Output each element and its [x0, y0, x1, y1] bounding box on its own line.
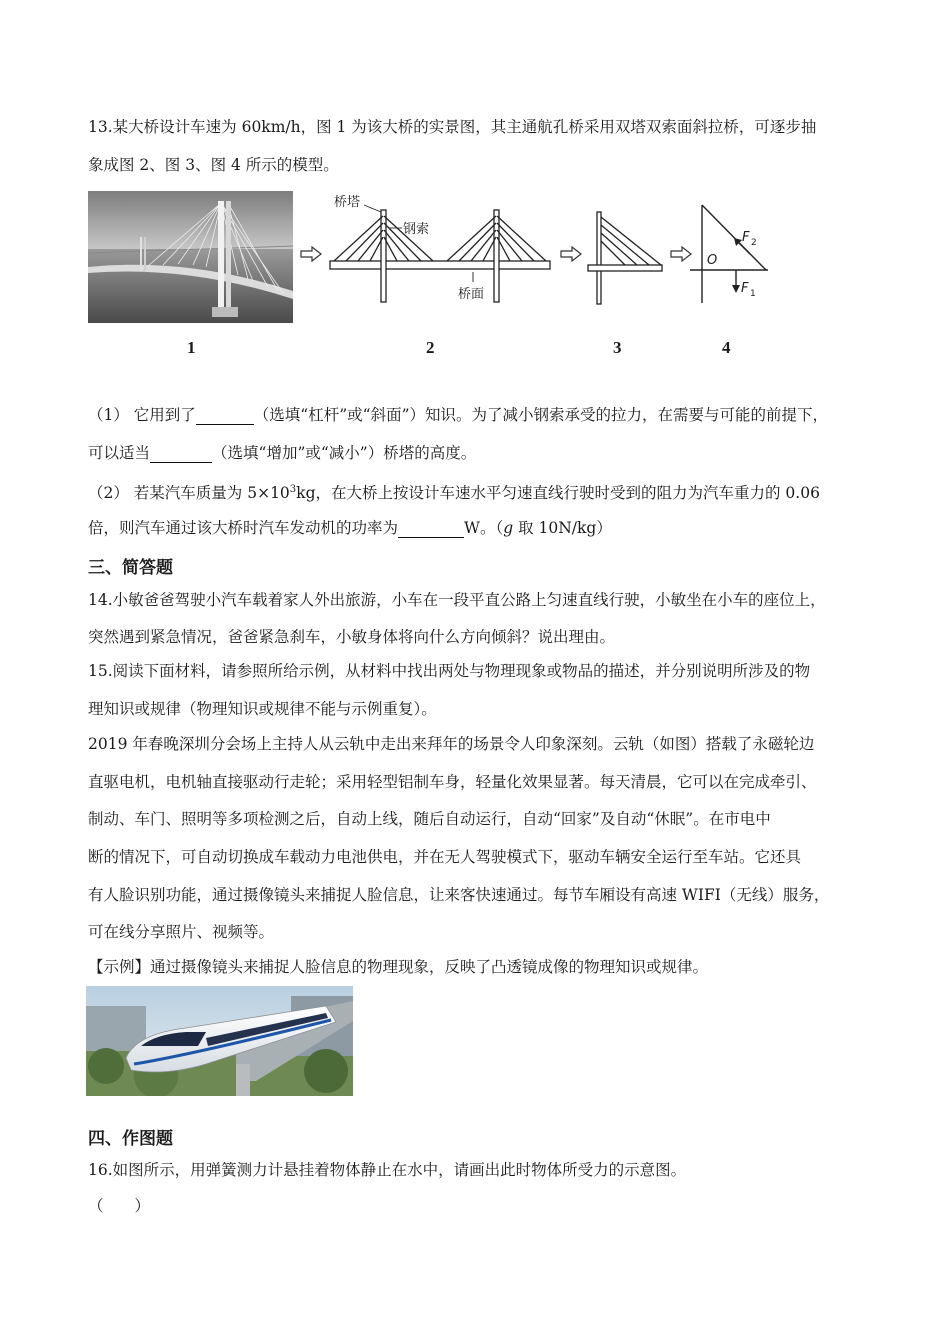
answer-blank[interactable]: [398, 521, 464, 538]
q13-line-1: 13.某大桥设计车速为 60km/h，图 1 为该大桥的实景图，其主通航孔桥采用双塔双索面斜拉桥，可逐步抽: [88, 118, 817, 136]
arrow-icon: [560, 246, 582, 262]
cable-label: 钢索: [403, 222, 430, 237]
section-heading: 三、简答题: [88, 558, 173, 578]
q15-line-2: 理知识或规律（物理知识或规律不能与示例重复）。: [88, 700, 437, 718]
figure-label-1: 1: [187, 338, 196, 357]
q13-part-1-line-1: （1） 它用到了 （选填“杠杆”或“斜面”）知识。为了减小钢索承受的拉力，在需要与可能的前提下，: [88, 406, 828, 424]
q13-part-1-line-2: 可以适当 （选填“增加”或“减小”）桥塔的高度。: [88, 444, 477, 462]
q15-example: 【示例】通过摄像镜头来捕捉人脸信息的物理现象，反映了凸透镜成像的物理知识或规律。: [88, 958, 709, 976]
q14-line-2: 突然遇到紧急情况，爸爸紧急刹车，小敏身体将向什么方向倾斜？说出理由。: [88, 628, 616, 646]
monorail-photo: [86, 986, 353, 1096]
q15-material-line-5: 有人脸识别功能，通过摄像镜头来捕捉人脸信息，让来客快速通过。每节车厢设有高速 WIFI（无线）服务，: [88, 886, 830, 904]
answer-blank[interactable]: [196, 408, 254, 425]
q16-answer-brackets: （ ）: [88, 1197, 151, 1215]
tower-label: 桥塔: [334, 195, 361, 210]
q15-material-line-1: 2019 年春晚深圳分会场上主持人从云轨中走出来拜年的场景令人印象深刻。云轨（如图）搭载了永磁轮边: [88, 735, 815, 753]
force-f2-subscript: 2: [751, 238, 757, 248]
lever-force-figure-4: [690, 200, 780, 305]
q15-line-1: 15.阅读下面材料，请参照所给示例，从材料中找出两处与物理现象或物品的描述，并分别说明所涉及的物: [88, 662, 811, 680]
force-f2-label: F: [742, 230, 750, 245]
force-f1-label: F: [741, 281, 749, 296]
q15-material-line-3: 制动、车门、照明等多项检测之后，自动上线，随后自动运行，自动“回家”及自动“休眠”。在市电中: [88, 810, 771, 828]
q13-part-2-line-2: 倍，则汽车通过该大桥时汽车发动机的功率为 W。（g 取 10N/kg）: [88, 519, 612, 537]
pivot-label: O: [707, 253, 718, 268]
q15-material-line-6: 可在线分享照片、视频等。: [88, 923, 275, 941]
figure-label-3: 3: [613, 338, 622, 357]
bridge-model-figure-2: [320, 188, 555, 303]
deck-label: 桥面: [458, 287, 485, 302]
bridge-model-figure-3: [585, 205, 665, 305]
bridge-photo: [88, 191, 293, 323]
force-f1-subscript: 1: [750, 289, 756, 299]
q13-line-2: 象成图 2、图 3、图 4 所示的模型。: [88, 156, 339, 174]
figure-label-2: 2: [426, 338, 435, 357]
figure-label-4: 4: [722, 338, 731, 357]
arrow-icon: [300, 246, 322, 262]
section-heading: 四、作图题: [88, 1129, 173, 1149]
q13-part-2-line-1: （2） 若某汽车质量为 $5\times 10^3kg$，在大桥上按设计车速水平匀速直线行驶时受到的阻力为汽车重力的 0.06: [88, 484, 820, 503]
answer-blank[interactable]: [150, 446, 212, 463]
q16-line-1: 16.如图所示，用弹簧测力计悬挂着物体静止在水中，请画出此时物体所受力的示意图。: [88, 1161, 687, 1179]
q15-material-line-2: 直驱电机，电机轴直接驱动行走轮；采用轻型铝制车身，轻量化效果显著。每天清晨，它可以在完成牵引、: [88, 773, 817, 791]
q14-line-1: 14.小敏爸爸驾驶小汽车载着家人外出旅游，小车在一段平直公路上匀速直线行驶，小敏坐在小车的座位上，: [88, 591, 826, 609]
arrow-icon: [670, 246, 692, 262]
q15-material-line-4: 断的情况下，可自动切换成车载动力电池供电，并在无人驾驶模式下，驱动车辆安全运行至车站。它还具: [88, 848, 802, 866]
